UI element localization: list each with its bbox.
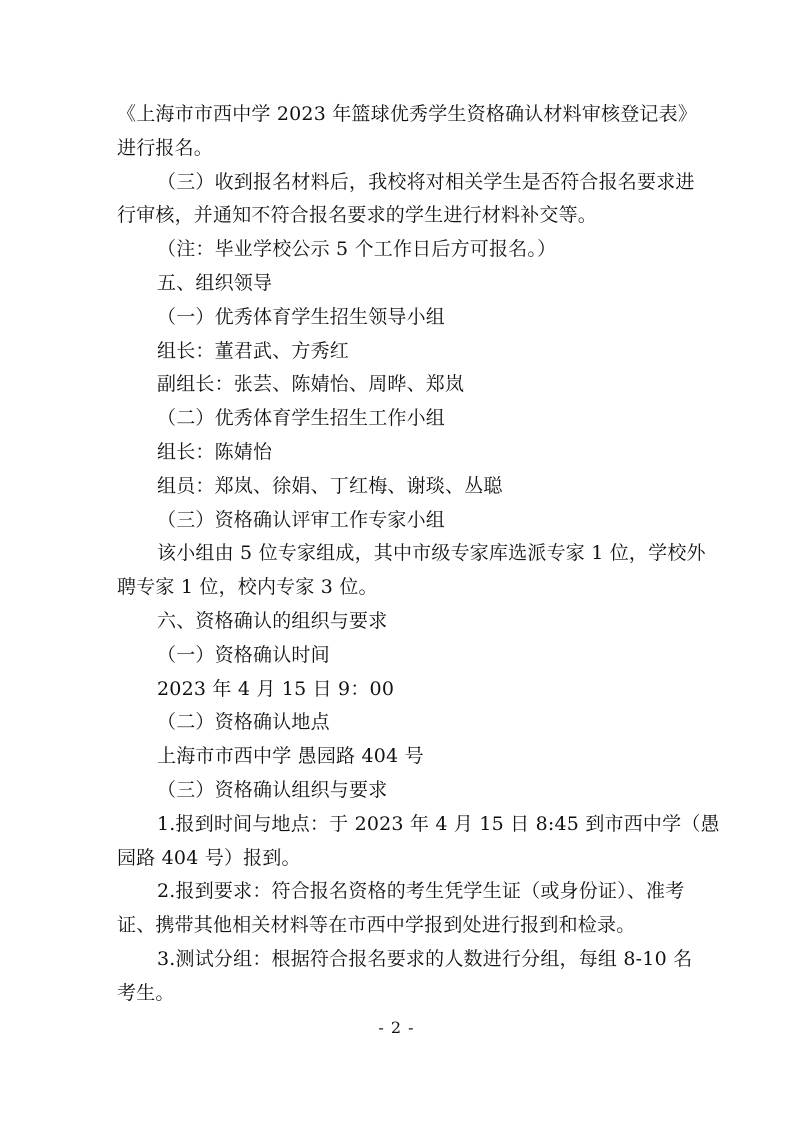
paragraph-line: 聘专家 1 位，校内专家 3 位。: [117, 576, 378, 599]
section-heading: 五、组织领导: [157, 271, 273, 294]
paragraph-line: 行审核，并通知不符合报名要求的学生进行材料补交等。: [117, 204, 598, 227]
subsection-heading: （二）优秀体育学生招生工作小组: [157, 407, 446, 430]
subsection-heading: （三）资格确认评审工作专家小组: [157, 508, 446, 531]
form-title-line: 《上海市市西中学 2023 年篮球优秀学生资格确认材料审核登记表》: [117, 103, 698, 125]
list-item-line: 1.报到时间与地点：于 2023 年 4 月 15 日 8:45 到市西中学（愚: [157, 812, 720, 835]
paragraph-line: 进行报名。: [117, 136, 214, 159]
note-line: （注：毕业学校公示 5 个工作日后方可报名。）: [157, 238, 557, 261]
section-heading: 六、资格确认的组织与要求: [157, 609, 388, 632]
subsection-heading: （三）资格确认组织与要求: [157, 778, 388, 801]
page-number: - 2 -: [378, 1018, 415, 1037]
subsection-heading: （一）资格确认时间: [157, 643, 330, 666]
subsection-heading: （二）资格确认地点: [157, 711, 330, 734]
paragraph-line: 组长：陈婧怡: [157, 440, 273, 463]
paragraph-line: 2023 年 4 月 15 日 9：00: [157, 677, 395, 700]
list-item-line: 证、携带其他相关材料等在市西中学报到处进行报到和检录。: [117, 914, 636, 937]
subsection-heading: （一）优秀体育学生招生领导小组: [157, 305, 446, 328]
list-item-line: 园路 404 号）报到。: [117, 846, 301, 869]
document-body: [117, 98, 720, 1011]
paragraph-line: 副组长：张芸、陈婧怡、周晔、郑岚: [157, 373, 465, 396]
list-item-line: 2.报到要求：符合报名资格的考生凭学生证（或身份证）、准考: [157, 880, 685, 903]
paragraph-line: 该小组由 5 位专家组成，其中市级专家库选派专家 1 位，学校外: [157, 542, 706, 565]
list-item-line: 考生。: [117, 981, 175, 1004]
paragraph-line: 上海市市西中学 愚园路 404 号: [157, 745, 424, 768]
list-item-line: 3.测试分组：根据符合报名要求的人数进行分组，每组 8-10 名: [157, 947, 693, 970]
paragraph-line: 组员：郑岚、徐娟、丁红梅、谢琰、丛聪: [157, 474, 503, 497]
paragraph-line: 组长：董君武、方秀红: [157, 339, 350, 362]
paragraph-line: （三）收到报名材料后，我校将对相关学生是否符合报名要求进: [157, 170, 695, 193]
